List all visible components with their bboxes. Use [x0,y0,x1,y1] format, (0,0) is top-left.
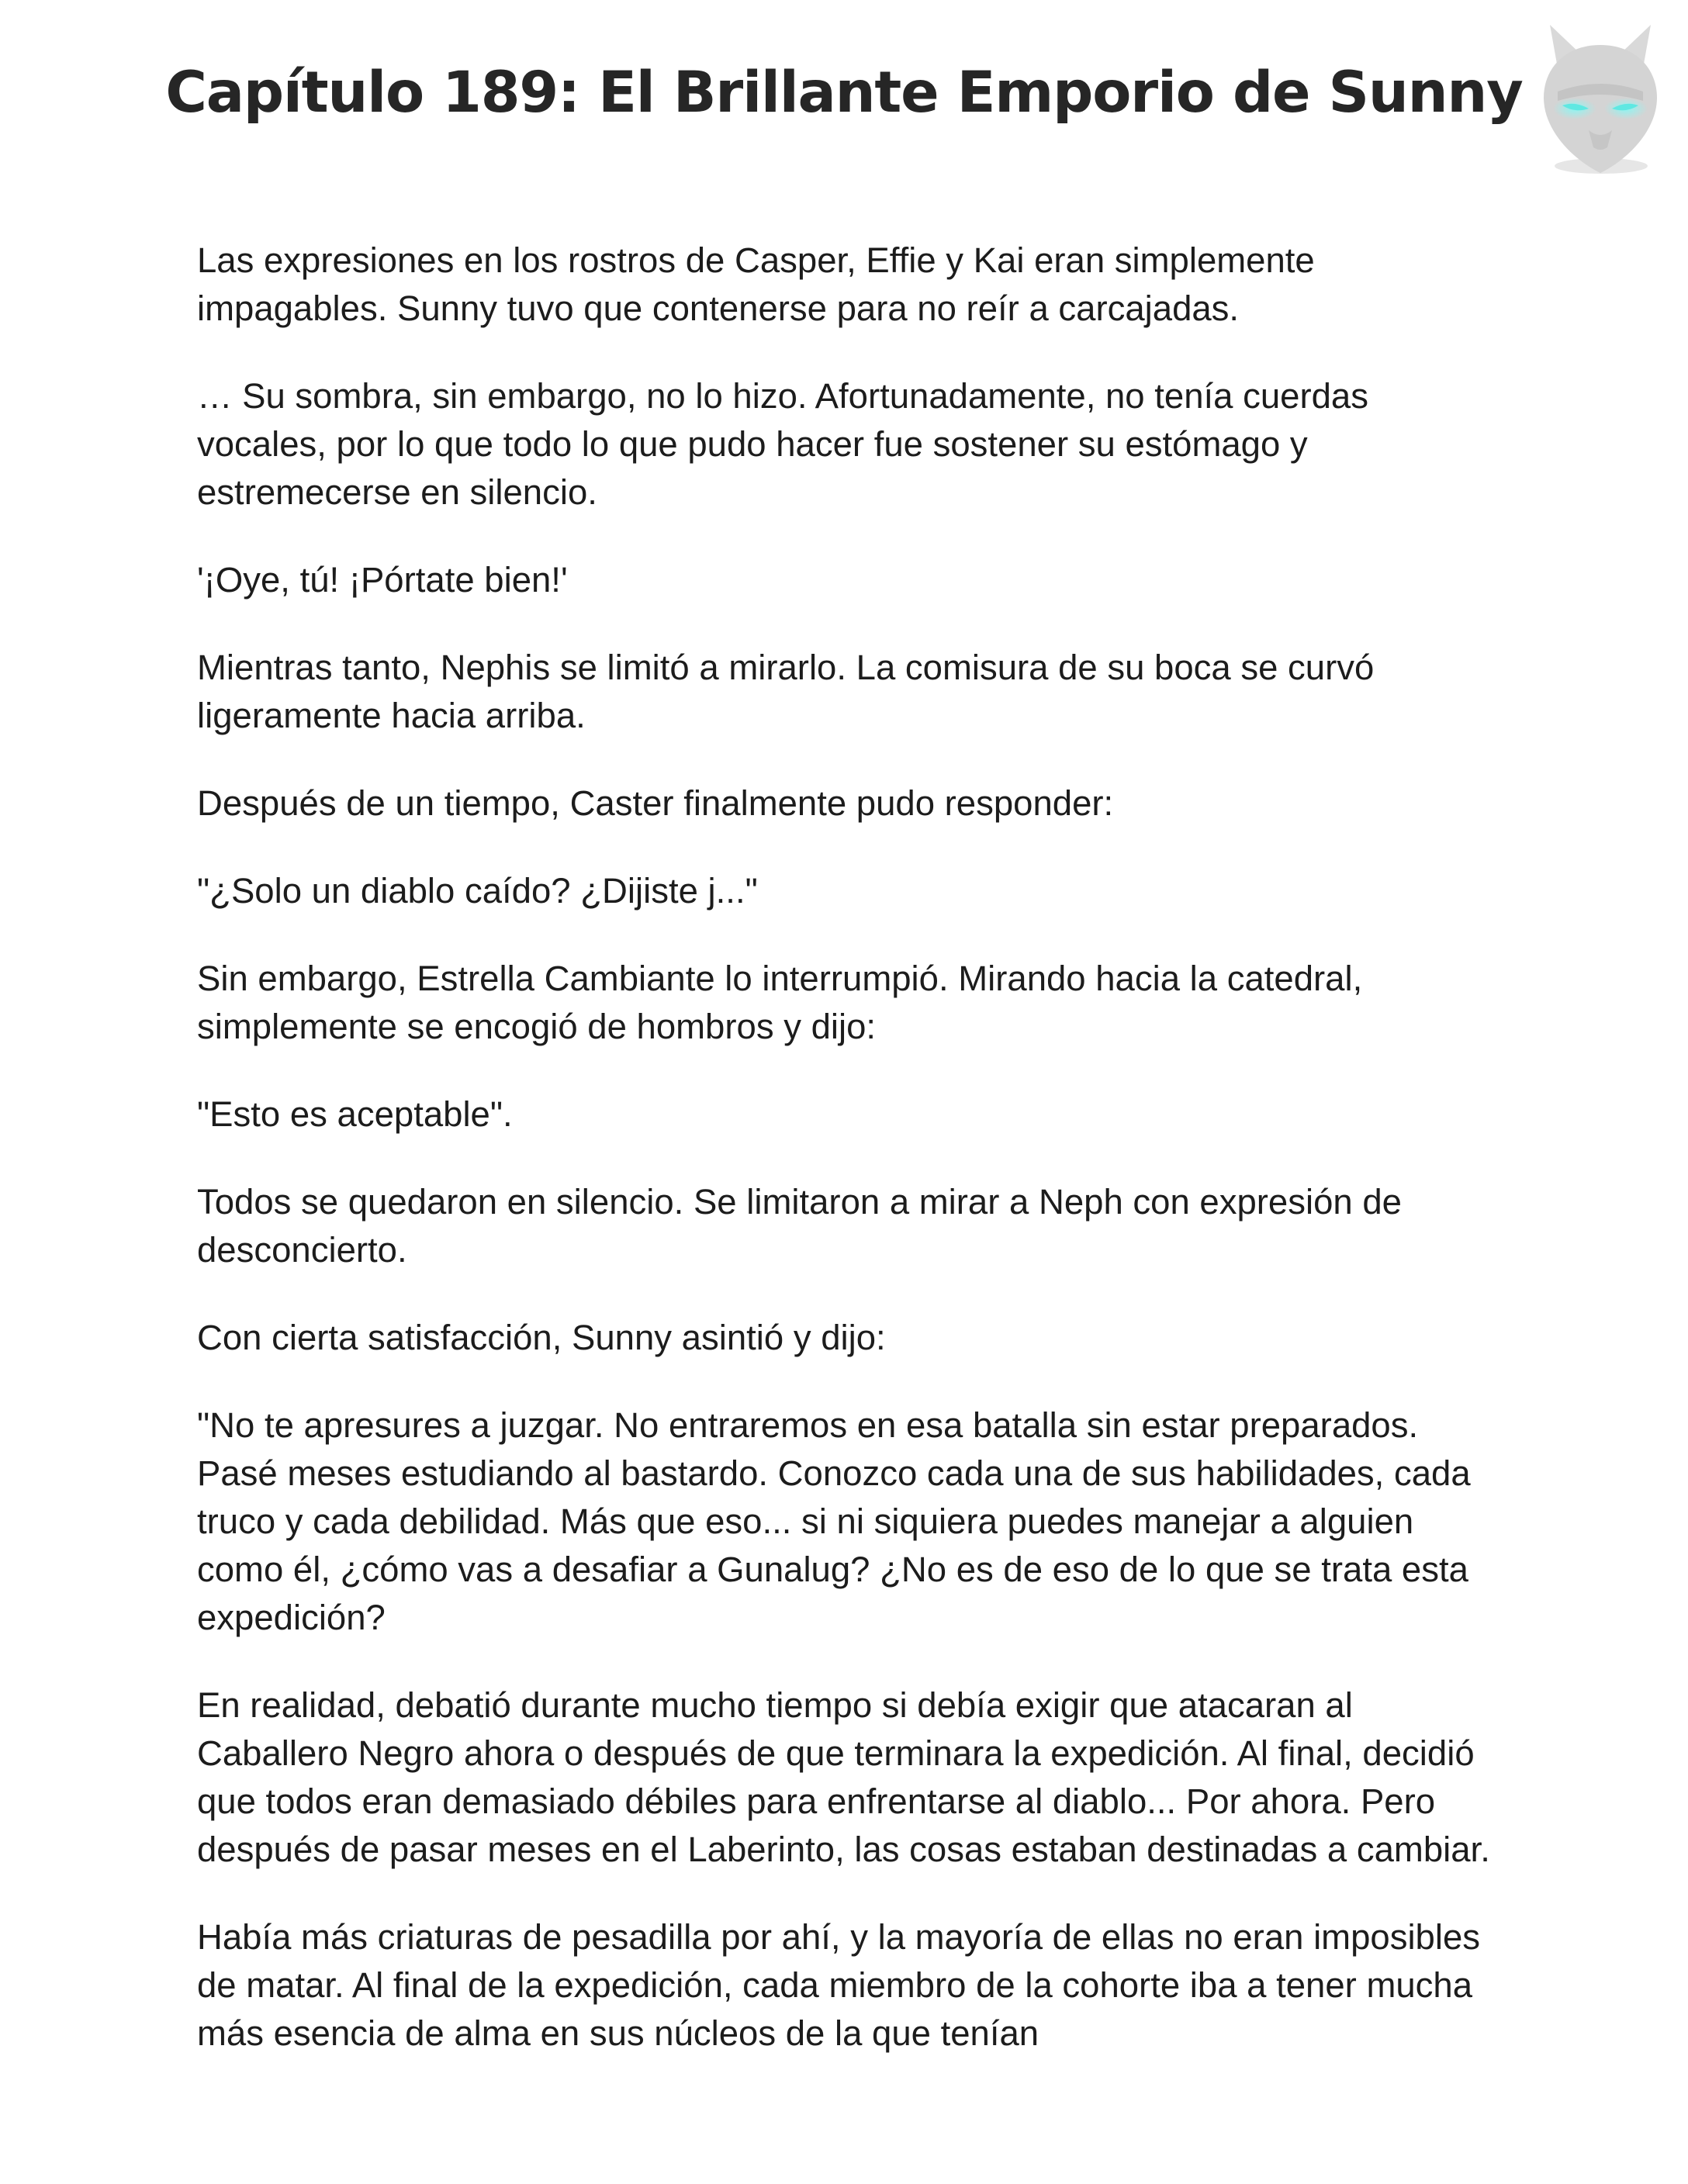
paragraph: Todos se quedaron en silencio. Se limitaron a mirar a Neph con expresión de desconcierto. [197,1182,1402,1270]
paragraph: En realidad, debatió durante mucho tiempo si debía exigir que atacaran al Caballero Negro ahora o después de que terminara la expedición. Al final, decidió que todos eran demasiado débiles para enfrentarse al diablo... Por ahora. Pero después de pasar meses en el Laberinto, las cosas estaban destinadas a cambiar. [197,1685,1490,1869]
demon-mask-icon [1527,14,1674,185]
paragraph: "Esto es aceptable". [197,1094,513,1134]
paragraph: Sin embargo, Estrella Cambiante lo interrumpió. Mirando hacia la catedral, simplemente se encogió de hombros y dijo: [197,959,1363,1046]
paragraph: … Su sombra, sin embargo, no lo hizo. Afortunadamente, no tenía cuerdas vocales, por lo que todo lo que pudo hacer fue sostener su estómago y estremecerse en silencio. [197,376,1368,512]
paragraph: Con cierta satisfacción, Sunny asintió y dijo: [197,1318,886,1357]
paragraph: "No te apresures a juzgar. No entraremos en esa batalla sin estar preparados. Pasé meses estudiando al bastardo. Conozco cada una de sus habilidades, cada truco y cada debilidad. Más que eso... si ni siquiera puedes manejar a alguien como él, ¿cómo vas a desafiar a Gunalug? ¿No es de eso de lo que se trata esta expedición? [197,1405,1471,1637]
paragraph: "¿Solo un diablo caído? ¿Dijiste j..." [197,871,758,911]
paragraph: Después de un tiempo, Caster finalmente pudo responder: [197,783,1114,823]
paragraph: Había más criaturas de pesadilla por ahí, y la mayoría de ellas no eran imposibles de matar. Al final de la expedición, cada miembro de la cohorte iba a tener mucha más esencia de alma en sus núcleos de la que tenían [197,1917,1481,2053]
paragraph: Mientras tanto, Nephis se limitó a mirarlo. La comisura de su boca se curvó ligeramente hacia arriba. [197,648,1375,735]
paragraph: Las expresiones en los rostros de Casper, Effie y Kai eran simplemente impagables. Sunny tuvo que contenerse para no reír a carcajadas. [197,240,1315,328]
paragraph: '¡Oye, tú! ¡Pórtate bien!' [197,560,568,600]
chapter-body [197,237,1500,2097]
chapter-title: Capítulo 189: El Brillante Emporio de Sunny [165,60,1523,126]
